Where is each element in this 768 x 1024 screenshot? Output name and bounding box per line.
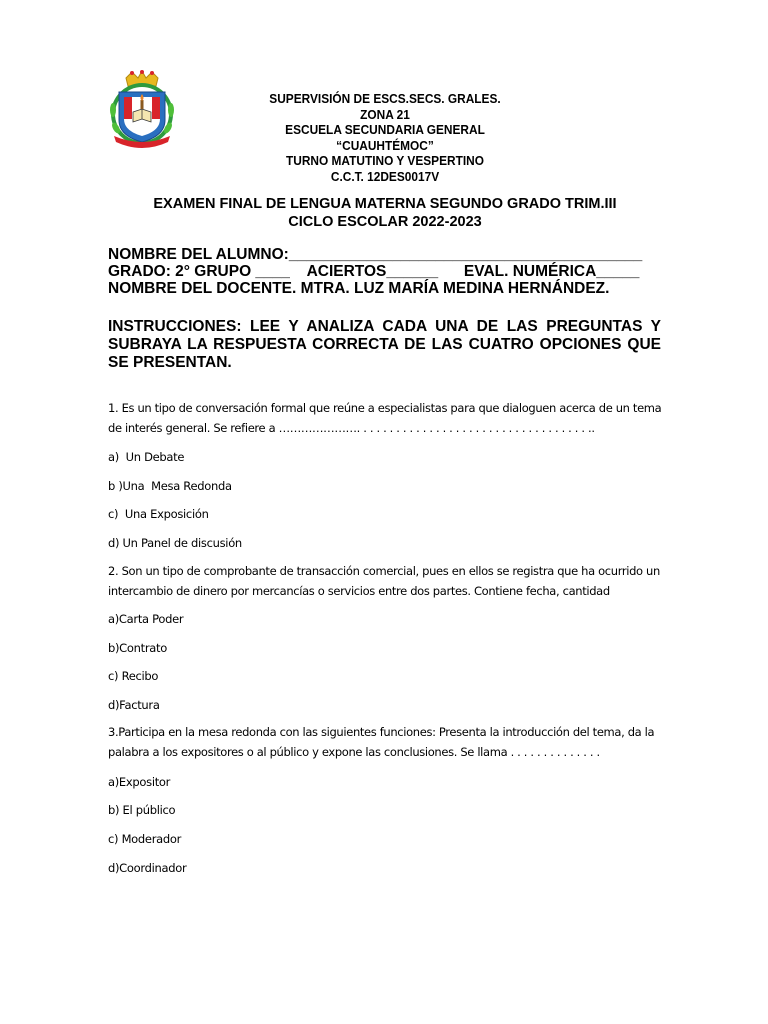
- school-type-line: ESCUELA SECUNDARIA GENERAL: [285, 123, 485, 137]
- supervision-line: SUPERVISIÓN DE ESCS.SECS. GRALES.: [269, 92, 501, 106]
- shift-line: TURNO MATUTINO Y VESPERTINO: [286, 154, 484, 168]
- question-3-option-b[interactable]: b) El público: [108, 803, 176, 817]
- question-2-option-b[interactable]: b)Contrato: [108, 641, 167, 655]
- question-2-option-a[interactable]: a)Carta Poder: [108, 612, 184, 626]
- student-name-field[interactable]: NOMBRE DEL ALUMNO:_________________________________________: [108, 246, 643, 263]
- cct-line: C.C.T. 12DES0017V: [330, 169, 440, 184]
- question-1-option-c[interactable]: c) Una Exposición: [108, 507, 209, 521]
- question-1-option-d[interactable]: d) Un Panel de discusión: [108, 536, 242, 550]
- exam-title-line2: CICLO ESCOLAR 2022-2023: [288, 214, 482, 230]
- question-3: 3.Participa en la mesa redonda con las siguientes funciones: Presenta la introducción del tema, da la palabra a los expositores o al público y expone las conclusiones. Se llama . . . . . . . . . . . . . .: [108, 725, 655, 759]
- question-1-option-b[interactable]: b )Una Mesa Redonda: [108, 479, 232, 493]
- student-info-fields: [108, 246, 668, 297]
- question-2-option-d[interactable]: d)Factura: [108, 698, 160, 712]
- school-crest-logo: [104, 70, 180, 150]
- question-1: 1. Es un tipo de conversación formal que reúne a especialistas para que dialoguen acerca de un tema de interés general. Se refiere a …………………. . . . . . . . . . . . . . . . . . . . . . . . . . . . . . . . . . . ..: [108, 401, 662, 435]
- question-3-option-d[interactable]: d)Coordinador: [108, 861, 187, 875]
- question-2-option-c[interactable]: c) Recibo: [108, 669, 159, 683]
- question-1-option-a[interactable]: a) Un Debate: [108, 450, 185, 464]
- question-2: 2. Son un tipo de comprobante de transacción comercial, pues en ellos se registra que ha ocurrido un intercambio de dinero por mercancías o servicios entre dos partes. Contiene fecha, cantidad: [108, 564, 660, 598]
- question-3-option-a[interactable]: a)Expositor: [108, 775, 171, 789]
- exam-title-line1: EXAMEN FINAL DE LENGUA MATERNA SEGUNDO GRADO TRIM.III: [153, 196, 617, 212]
- school-name-line: “CUAUHTÉMOC”: [336, 138, 434, 153]
- instructions: INSTRUCCIONES: LEE Y ANALIZA CADA UNA DE LAS PREGUNTAS Y SUBRAYA LA RESPUESTA CORRECTA DE LAS CUATRO OPCIONES QUE SE PRESENTAN.: [108, 318, 661, 371]
- grade-group-field[interactable]: GRADO: 2° GRUPO ____ ACIERTOS______ EVAL. NUMÉRICA_____: [108, 263, 640, 280]
- teacher-name-line: NOMBRE DEL DOCENTE. MTRA. LUZ MARÍA MEDINA HERNÁNDEZ.: [108, 280, 610, 297]
- zone-line: ZONA 21: [360, 107, 410, 122]
- school-header: [209, 92, 561, 185]
- question-3-option-c[interactable]: c) Moderador: [108, 832, 182, 846]
- exam-title: [100, 195, 670, 231]
